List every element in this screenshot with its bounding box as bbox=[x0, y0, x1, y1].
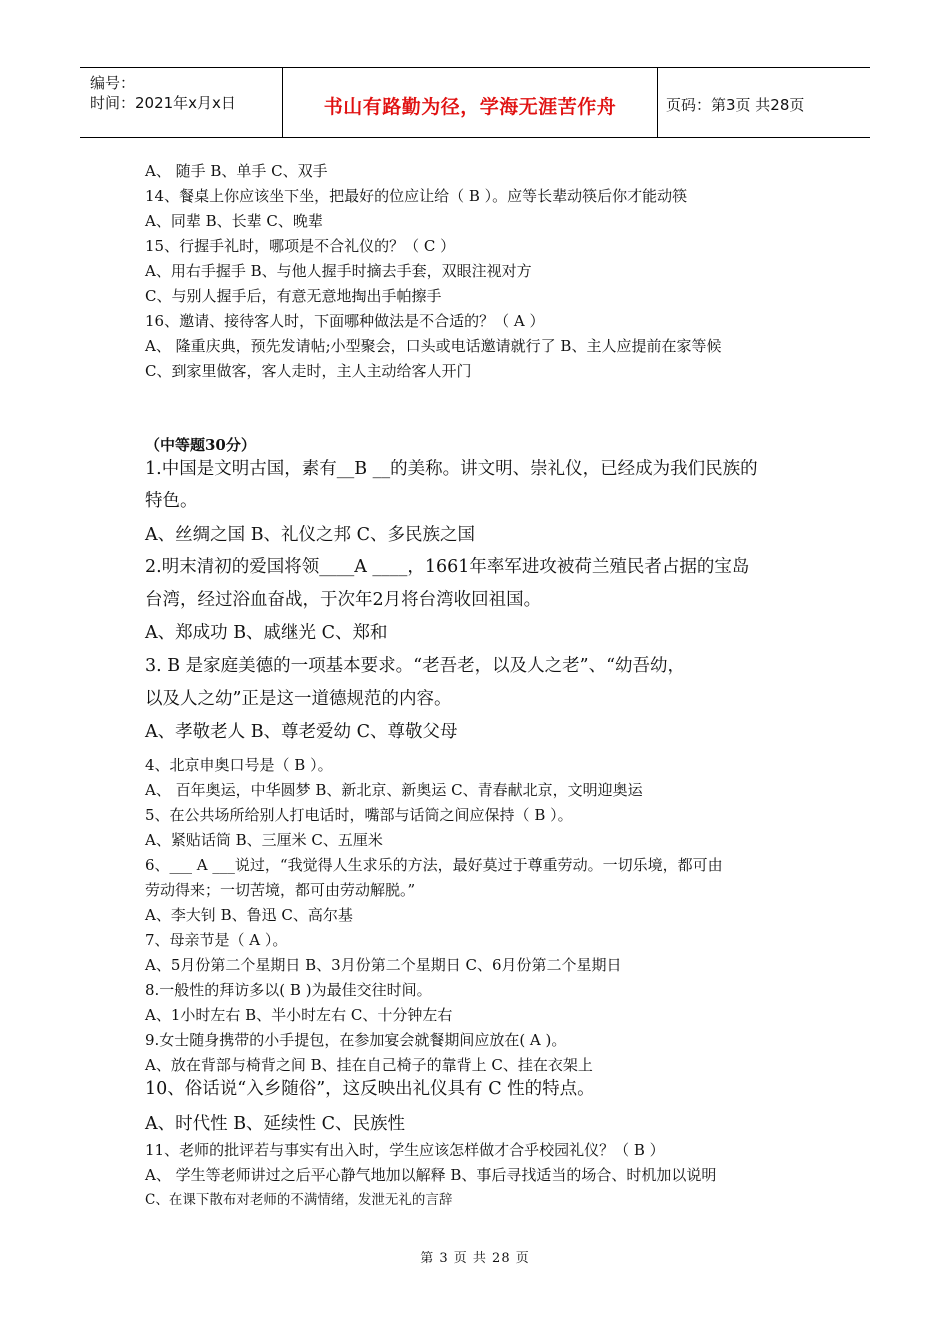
answer-options: A、 随手 B、单手 C、双手 bbox=[145, 162, 328, 180]
answer-options: A、放在背部与椅背之间 B、挂在自己椅子的靠背上 C、挂在衣架上 bbox=[145, 1056, 593, 1074]
answer-options: C、到家里做客，客人走时，主人主动给客人开门 bbox=[145, 362, 472, 380]
question-8: 8.一般性的拜访多以( B )为最佳交往时间。 bbox=[145, 981, 432, 999]
answer-options: A、丝绸之国 B、礼仪之邦 C、多民族之国 bbox=[145, 525, 476, 545]
header-motto-cell bbox=[283, 68, 658, 137]
answer-options: A、同辈 B、长辈 C、晚辈 bbox=[145, 212, 323, 230]
question-6-cont: 劳动得来；一切苦境，都可由劳动解脱。” bbox=[145, 881, 416, 899]
question-6: 6、___ A ___说过，“我觉得人生求乐的方法，最好莫过于尊重劳动。一切乐境，都可由 bbox=[145, 856, 723, 874]
question-11: 11、老师的批评若与事实有出入时，学生应该怎样做才合乎校园礼仪？（ B ） bbox=[145, 1141, 665, 1159]
question-3: 3. B 是家庭美德的一项基本要求。“老吾老，以及人之老”、“幼吾幼， bbox=[145, 656, 686, 676]
answer-options: A、用右手握手 B、与他人握手时摘去手套，双眼注视对方 bbox=[145, 262, 532, 280]
answer-options: C、与别人握手后，有意无意地掏出手帕擦手 bbox=[145, 287, 442, 305]
answer-options: A、李大钊 B、鲁迅 C、高尔基 bbox=[145, 906, 353, 924]
answer-options: C、在课下散布对老师的不满情绪，发泄无礼的言辞 bbox=[145, 1192, 453, 1208]
answer-options: A、1小时左右 B、半小时左右 C、十分钟左右 bbox=[145, 1006, 453, 1024]
document-header bbox=[80, 67, 870, 138]
date-label: 时间：2021年x月x日 bbox=[90, 94, 236, 112]
motto: 书山有路勤为径，学海无涯苦作舟 bbox=[323, 96, 617, 118]
answer-options: A、孝敬老人 B、尊老爱幼 C、尊敬父母 bbox=[145, 722, 458, 742]
answer-options: A、时代性 B、延续性 C、民族性 bbox=[145, 1114, 406, 1134]
question-16: 16、邀请、接待客人时，下面哪种做法是不合适的？（ A ） bbox=[145, 312, 545, 330]
question-1: 1.中国是文明古国，素有__B __的美称。讲文明、崇礼仪，已经成为我们民族的 bbox=[145, 459, 758, 479]
answer-options: A、5月份第二个星期日 B、3月份第二个星期日 C、6月份第二个星期日 bbox=[145, 956, 622, 974]
question-14: 14、餐桌上你应该坐下坐，把最好的位应让给（ B ）。应等长辈动筷后你才能动筷 bbox=[145, 187, 688, 205]
answer-options: A、郑成功 B、戚继光 C、郑和 bbox=[145, 623, 388, 643]
question-3-cont: 以及人之幼”正是这一道德规范的内容。 bbox=[145, 689, 452, 709]
question-7: 7、母亲节是（ A ）。 bbox=[145, 931, 288, 949]
answer-options: A、 学生等老师讲过之后平心静气地加以解释 B、事后寻找适当的场合、时机加以说明 bbox=[145, 1166, 717, 1184]
answer-options: A、 百年奥运，中华圆梦 B、新北京、新奥运 C、青春献北京，文明迎奥运 bbox=[145, 781, 643, 799]
section-heading: （中等题30分） bbox=[145, 436, 256, 454]
page-footer: 第 3 页 共 28 页 bbox=[420, 1251, 530, 1266]
question-15: 15、行握手礼时，哪项是不合礼仪的？（ C ） bbox=[145, 237, 456, 255]
number-label: 编号： bbox=[90, 74, 136, 92]
header-left-cell bbox=[80, 68, 283, 137]
page-info: 页码：第3页 共28页 bbox=[666, 96, 805, 114]
question-2: 2.明末清初的爱国将领____A ____，1661年率军进攻被荷兰殖民者占据的宝岛 bbox=[145, 557, 750, 577]
answer-options: A、 隆重庆典，预先发请帖;小型聚会，口头或电话邀请就行了 B、主人应提前在家等候 bbox=[145, 337, 722, 355]
header-page-cell bbox=[658, 68, 870, 137]
question-1-cont: 特色。 bbox=[145, 491, 198, 511]
question-2-cont: 台湾，经过浴血奋战，于次年2月将台湾收回祖国。 bbox=[145, 590, 542, 610]
question-5: 5、在公共场所给别人打电话时，嘴部与话筒之间应保持（ B ）。 bbox=[145, 806, 573, 824]
question-4: 4、北京申奥口号是（ B ）。 bbox=[145, 756, 333, 774]
question-9: 9.女士随身携带的小手提包，在参加宴会就餐期间应放在( A )。 bbox=[145, 1031, 567, 1049]
question-10: 10、俗话说“入乡随俗”，这反映出礼仪具有 C 性的特点。 bbox=[145, 1079, 595, 1099]
answer-options: A、紧贴话筒 B、三厘米 C、五厘米 bbox=[145, 831, 383, 849]
